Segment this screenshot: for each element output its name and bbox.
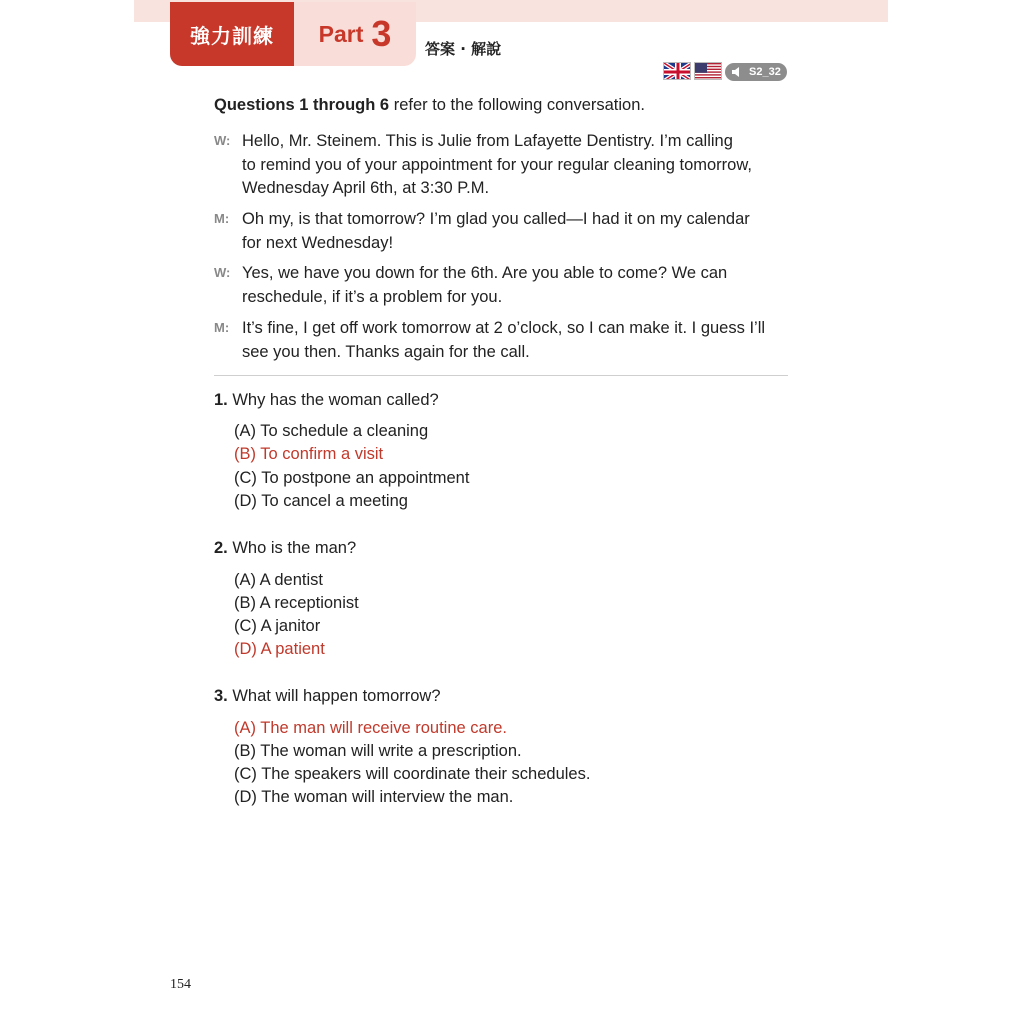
section-tab: 強力訓練 [170,2,294,66]
answer-option: (A) To schedule a cleaning [234,422,429,440]
question-number: 3. [214,687,228,705]
page-number: 154 [170,977,191,992]
answer-option: (C) The speakers will coordinate their schedules. [234,765,591,783]
part-tab [294,2,416,66]
dialogue-line: Oh my, is that tomorrow? I’m glad you called—I had it on my calendar [242,210,750,228]
speaker-label: W: [214,265,231,280]
uk-flag-icon [663,62,691,80]
answer-option: (D) To cancel a meeting [234,492,408,510]
page-subtitle: 答案 · 解說 [425,40,502,58]
speaker-label: M: [214,320,230,335]
question-text: Who is the man? [227,539,357,557]
dialogue-line: Yes, we have you down for the 6th. Are you able to come? We can [242,264,728,282]
question-text: What will happen tomorrow? [227,687,441,705]
question-text: Why has the woman called? [227,391,439,409]
answer-option: (B) A receptionist [234,594,359,612]
dialogue-line: Wednesday April 6th, at 3:30 P.M. [242,179,490,197]
part-word: Part [318,20,364,47]
part-number: 3 [371,13,392,54]
answer-option: (B) The woman will write a prescription. [234,742,522,760]
answer-option-correct: (B) To confirm a visit [234,445,384,463]
dialogue-line: It’s fine, I get off work tomorrow at 2 o’clock, so I can make it. I guess I’ll [242,319,766,337]
question-2 [214,539,356,558]
dialogue-line: to remind you of your appointment for your regular cleaning tomorrow, [242,155,752,174]
section-divider [214,375,788,376]
question-number: 2. [214,539,228,557]
answer-option: (A) A dentist [234,571,323,589]
audio-track-label: S2_32 [749,66,781,78]
dialogue-line: for next Wednesday! [242,233,394,252]
instructions-bold: Questions 1 through 6 [214,96,390,114]
dialogue-line: reschedule, if it’s a problem for you. [242,287,503,306]
answer-option-correct: (D) A patient [234,640,325,658]
instructions-rest: refer to the following conversation. [389,96,645,114]
dialogue-line: see you then. Thanks again for the call. [242,342,530,361]
question-number: 1. [214,391,228,409]
dialogue-line: Hello, Mr. Steinem. This is Julie from Lafayette Dentistry. I’m calling [242,132,733,150]
answer-option-correct: (A) The man will receive routine care. [234,719,507,737]
speaker-icon [731,66,743,78]
answer-option: (C) A janitor [234,617,321,635]
speaker-label: M: [214,211,230,226]
question-3 [214,687,441,706]
speaker-label: W: [214,133,231,148]
audio-track-button[interactable] [725,63,787,81]
instructions [214,96,645,115]
answer-option: (D) The woman will interview the man. [234,788,514,806]
question-1 [214,391,439,410]
us-flag-icon [694,62,722,80]
answer-option: (C) To postpone an appointment [234,469,470,487]
